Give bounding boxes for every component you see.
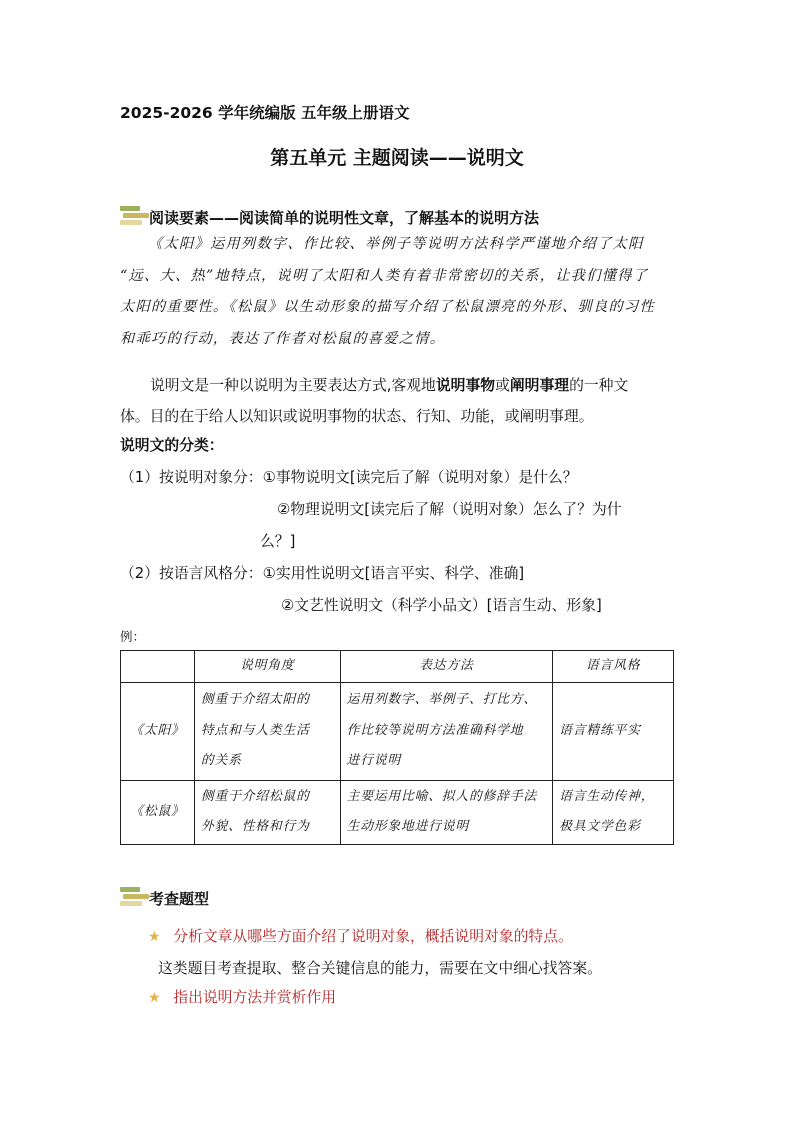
cell-line: 语言生动传神， xyxy=(559,788,655,804)
star-icon: ★ xyxy=(148,929,161,945)
table-cell-style xyxy=(553,682,674,780)
intro-line: 和乖巧的行动，表达了作者对松鼠的喜爱之情。 xyxy=(120,330,446,347)
section-heading-text: 阅读要素——阅读简单的说明性文章，了解基本的说明方法 xyxy=(149,209,540,227)
question-type-item xyxy=(148,986,336,1007)
table-header-cell: 表达方法 xyxy=(340,651,553,683)
table-header-row xyxy=(121,651,674,683)
question-type-text: 分析文章从哪些方面介绍了说明对象，概括说明对象的特点。 xyxy=(173,928,573,945)
classification-line: （2）按语言风格分：①实用性说明文[语言平实、科学、准确] xyxy=(120,565,525,582)
definition-text: 体。目的在于给人以知识或说明事物的状态、行知、功能，或阐明事理。 xyxy=(120,408,594,425)
section-heading-text: 考查题型 xyxy=(149,890,210,908)
table-cell-title: 《太阳》 xyxy=(121,682,195,780)
table-row xyxy=(121,780,674,844)
definition-text: 或 xyxy=(495,377,510,394)
page-title: 第五单元 主题阅读——说明文 xyxy=(270,147,524,169)
table-cell-title: 《松鼠》 xyxy=(121,780,195,844)
table-header-cell: 说明角度 xyxy=(194,651,340,683)
table-cell-angle xyxy=(194,780,340,844)
intro-line: “远、大、热”地特点，说明了太阳和人类有着非常密切的关系，让我们懂得了 xyxy=(120,267,649,284)
definition-keyword: 说明事物 xyxy=(435,377,496,394)
classification-heading: 说明文的分类： xyxy=(120,437,224,454)
table-cell-style xyxy=(553,780,674,844)
cell-line: 作比较等说明方法准确科学地 xyxy=(346,722,524,738)
intro-paragraph xyxy=(120,229,676,355)
cell-line: 语言精练平实 xyxy=(559,722,641,738)
definition-text: 的一种文 xyxy=(569,377,629,394)
question-type-note: 这类题目考查提取、整合关键信息的能力，需要在文中细心找答案。 xyxy=(158,960,602,977)
definition-text: 说明文是一种以说明为主要表达方式,客观地 xyxy=(150,377,436,394)
cell-line: 侧重于介绍太阳的 xyxy=(200,692,310,708)
question-type-item xyxy=(148,925,573,946)
table-cell-angle xyxy=(194,682,340,780)
cell-line: 侧重于介绍松鼠的 xyxy=(200,788,310,804)
table-cell-method xyxy=(340,780,553,844)
books-icon xyxy=(120,886,150,908)
classification-line: ②文艺性说明文（科学小品文）[语言生动、形象] xyxy=(281,597,602,614)
intro-line: 《太阳》运用列数字、作比较、举例子等说明方法科学严谨地介绍了太阳 xyxy=(148,236,644,252)
star-icon: ★ xyxy=(148,990,161,1006)
cell-line: 生动形象地进行说明 xyxy=(346,819,469,834)
table-header-cell xyxy=(121,651,195,683)
definition-paragraph xyxy=(120,370,680,432)
question-type-text: 指出说明方法并赏析作用 xyxy=(173,989,337,1006)
intro-line: 太阳的重要性。《松鼠》以生动形象的描写介绍了松鼠漂亮的外形、驯良的习性 xyxy=(120,299,655,315)
example-label: 例： xyxy=(120,629,146,644)
classification-line: 么？] xyxy=(260,533,296,550)
definition-keyword: 阐明事理 xyxy=(509,377,570,394)
cell-line: 极具文学色彩 xyxy=(559,819,641,834)
table-header-cell: 语言风格 xyxy=(553,651,674,683)
cell-line: 进行说明 xyxy=(346,753,402,769)
classification-line: （1）按说明对象分：①事物说明文[读完后了解（说明对象）是什么？ xyxy=(120,469,578,486)
books-icon xyxy=(120,205,150,227)
cell-line: 运用列数字、举例子、打比方、 xyxy=(346,692,537,708)
cell-line: 的关系 xyxy=(200,753,242,769)
cell-line: 特点和与人类生活 xyxy=(200,722,310,738)
table-row xyxy=(121,682,674,780)
table-cell-method xyxy=(340,682,553,780)
comparison-table xyxy=(120,650,674,845)
document-subtitle: 2025-2026 学年统编版 五年级上册语文 xyxy=(120,104,410,122)
classification-line: ②物理说明文[读完后了解（说明对象）怎么了？为什 xyxy=(277,501,622,518)
cell-line: 主要运用比喻、拟人的修辞手法 xyxy=(346,788,537,804)
cell-line: 外貌、性格和行为 xyxy=(200,819,310,834)
